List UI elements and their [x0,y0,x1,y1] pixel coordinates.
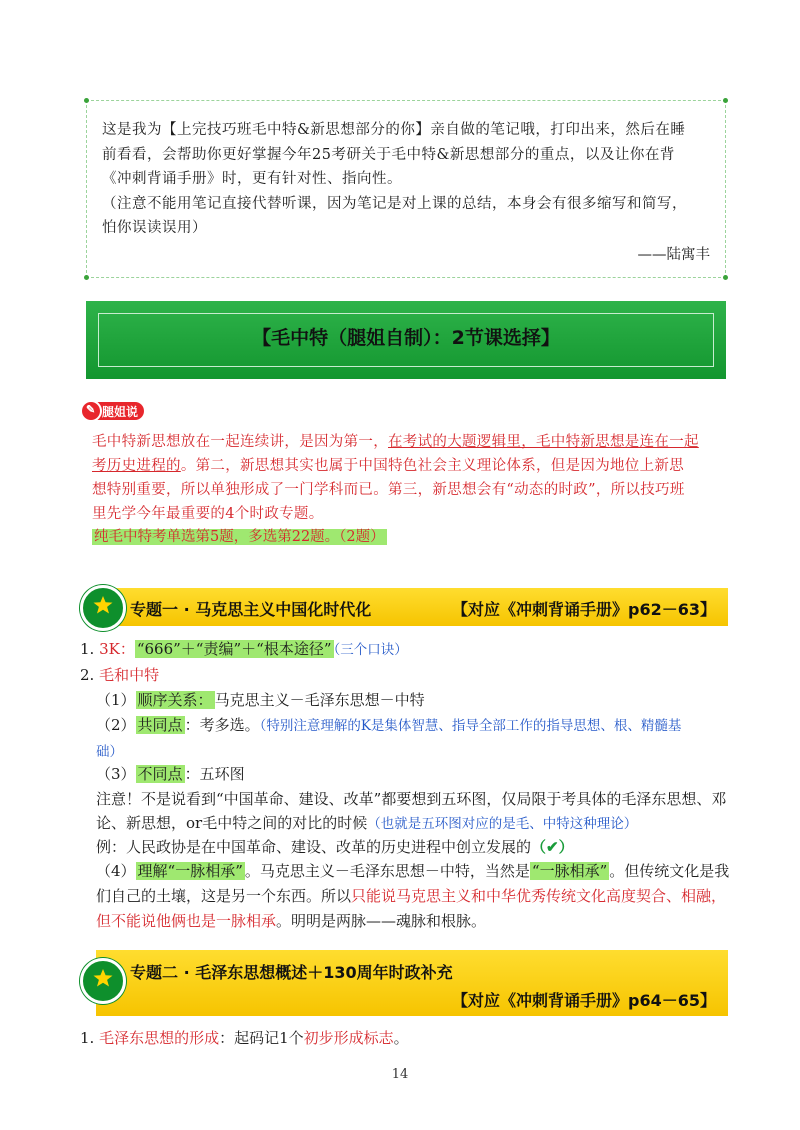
warning-text: 论、新思想，or毛中特之间的对比的时候 [96,814,368,832]
item-number: 1. [80,640,95,658]
topic-reference: 【对应《冲刺背诵手册》p64－65】 [452,991,716,1010]
note-text: 毛中特新思想放在一起连续讲，是因为第一， [92,434,388,450]
sub-label: 顺序关系： [137,691,213,709]
note-line [92,454,732,478]
corner-dot-icon [84,275,89,280]
sub-item [96,689,425,710]
intro-line: 前看看，会帮助你更好掌握今年25考研关于毛中特&新思想部分的重点，以及让你在背 [102,146,675,163]
note-paragraph [92,430,732,526]
list-item [80,638,408,659]
sub-text: 。但传统文化是我 [609,862,730,880]
sub-line [96,910,486,931]
item-note: （三个口诀） [333,642,408,658]
topic-badge [80,958,126,1004]
note-text: 。第二，新思想其实也属于中国特色社会主义理论体系，但是因为地位上新思 [180,458,685,474]
exam-stat [92,525,387,546]
banner-title: 【毛中特（腿姐自制）：2节课选择】 [252,327,560,349]
tag-label: 腿姐说 [102,405,139,419]
sub-text: 马克思主义－毛泽东思想－中特 [214,691,425,709]
note-underlined: 在考试的大题逻辑里，毛中特新思想是连在一起 [388,434,699,450]
page-number: 14 [391,1067,409,1082]
star-icon [93,595,113,615]
item-keyword: 3K： [99,640,135,658]
corner-dot-icon [84,98,89,103]
intro-line: 怕你误读误用） [102,220,207,236]
sub-text: ：五环图 [184,765,245,783]
sub-text: 。马克思主义－毛泽东思想－中特，当然是 [244,862,530,880]
intro-line: 《冲刺背诵手册》时，更有针对性、指向性。 [102,171,402,187]
sub-item [96,763,245,784]
sub-number: （2） [96,716,136,734]
speech-bubble-icon: ✎ [80,400,102,422]
item-title: 毛和中特 [99,666,160,684]
speaker-tag [80,400,146,422]
list-item [80,664,159,685]
item-text: ：起码记1个 [219,1029,304,1047]
sub-number: （3） [96,765,136,783]
intro-line: （注意不能用笔记直接代替听课，因为笔记是对上课的总结，本身会有很多缩写和简写， [102,195,687,212]
item-number: 1. [80,1029,95,1047]
sub-number: （4） [96,862,136,880]
check-icon: （✔） [531,838,574,856]
item-number: 2. [80,666,95,684]
topic-reference: 【对应《冲刺背诵手册》p62－63】 [452,600,716,619]
intro-text [102,118,714,241]
note-line [92,430,732,454]
sub-emphasis: 但不能说他俩也是一脉相承 [96,912,277,930]
corner-dot-icon [723,98,728,103]
warning-note: （也就是五环图对应的是毛、中特这种理论） [367,816,638,832]
sub-label: 不同点 [137,765,183,783]
example-text: 例：人民政协是在中国革命、建设、改革的历史进程中创立发展的 [96,838,532,856]
warning-line [96,812,637,833]
sub-label: “一脉相承” [531,862,608,880]
sub-label: 共同点 [137,716,183,734]
note-line: 想特别重要，所以单独形成了一门学科而已。第三，新思想会有“动态的时政”，所以技巧班 [92,482,685,498]
item-highlight: “666”＋“责编”＋“根本途径” [136,640,332,658]
sub-note-continued: 础） [96,744,123,760]
intro-line: 这是我为【上完技巧班毛中特&新思想部分的你】亲自做的笔记哦，打印出来，然后在睡 [102,122,686,138]
example-line [96,836,574,857]
list-item [80,1027,409,1048]
sub-line [96,885,726,906]
topic-title: 专题一 · 马克思主义中国化时代化 [130,600,372,619]
section-banner [86,301,726,379]
topic-badge [80,585,126,631]
exam-stat-text: 纯毛中特考单选第5题，多选第22题。（2题） [94,529,385,545]
warning-line: 注意！不是说看到“中国革命、建设、改革”都要想到五环图，仅局限于考具体的毛泽东思想、邓 [96,790,727,808]
intro-signature: ——陆寓丰 [637,247,710,263]
topic-title: 专题二 · 毛泽东思想概述＋130周年时政补充 [130,963,453,982]
item-text: 。 [393,1029,409,1047]
sub-item [96,714,736,735]
sub-label: 理解“一脉相承” [137,862,243,880]
sub-number: （1） [96,691,136,709]
sub-emphasis: 只能说马克思主义和中华优秀传统文化高度契合、相融， [351,887,727,905]
sub-note: （特别注意理解的K是集体智慧、指导全部工作的指导思想、根、精髓基 [259,718,682,734]
item-emphasis: 初步形成标志 [303,1029,394,1047]
item-title: 毛泽东思想的形成 [99,1029,220,1047]
sub-text: 。明明是两脉——魂脉和根脉。 [276,912,487,930]
sub-text: 们自己的土壤，这是另一个东西。所以 [96,887,352,905]
sub-text: ：考多选。 [184,716,260,734]
star-icon [93,968,113,988]
corner-dot-icon [723,275,728,280]
note-underlined: 考历史进程的 [92,458,181,474]
note-line: 里先学今年最重要的4个时政专题。 [92,506,324,522]
sub-item [96,860,729,881]
